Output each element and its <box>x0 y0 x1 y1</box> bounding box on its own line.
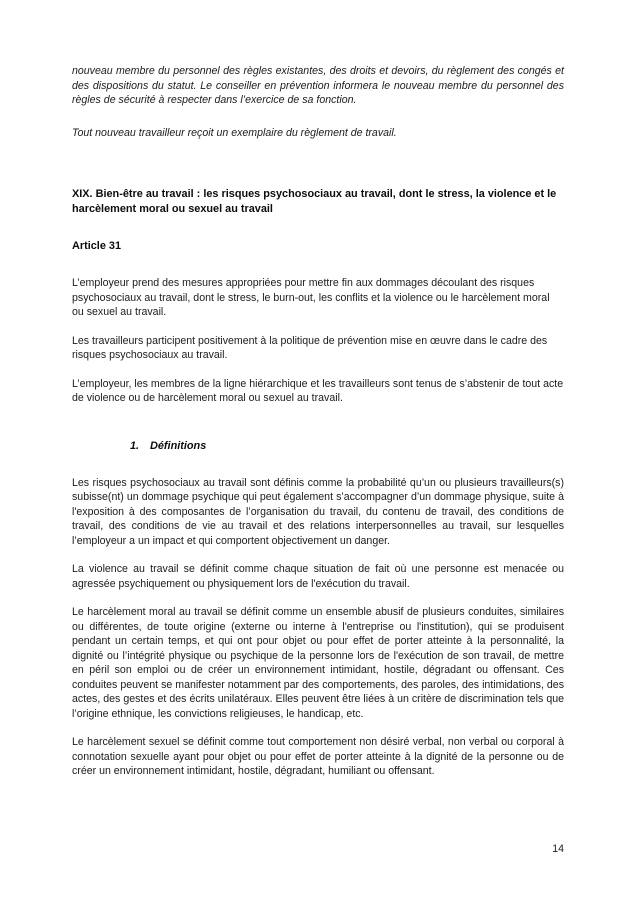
article-paragraph: L’employeur prend des mesures appropriées pour mettre fin aux dommages découlant des risques psychosociaux au travail, dont le stress, le burn-out, les conflits et la violence ou le harcèlement moral ou sexuel au travail. <box>72 277 550 318</box>
copy-of-regulations-paragraph: Tout nouveau travailleur reçoit un exemplaire du règlement de travail. <box>72 126 397 139</box>
spacer <box>72 591 564 605</box>
article-paragraph: L’employeur, les membres de la ligne hiérarchique et les travailleurs sont tenus de s’abstenir de tout acte de violence ou de harcèlement moral ou sexuel au travail. <box>72 377 564 404</box>
article-heading: Article 31 <box>72 240 122 252</box>
definition-paragraph: La violence au travail se définit comme chaque situation de fait où une personne est menacée ou agressée psychiquement ou physiquement lors de l'exécution du travail. <box>72 563 564 590</box>
section-heading: XIX. Bien-être au travail : les risques psychosociaux au travail, dont le stress, la violence et le harcèlement moral ou sexuel au travail <box>72 188 557 215</box>
page-number: 14 <box>552 843 564 855</box>
spacer <box>72 721 564 735</box>
text-column <box>72 64 564 779</box>
spacer <box>72 254 564 276</box>
definition-paragraph: Les risques psychosociaux au travail sont définis comme la probabilité qu’un ou plusieurs travailleurs(s) subisse(nt) un dommage psychique qui peut également s’accompagner d’un dommage physique, suite à l'exposition à des composantes de l’organisation du travail, du contenu de travail, des conditions de travail, des conditions de vie au travail et des relations interpersonnelles au travail, sur lesquelles l’employeur a un impact et qui comportent objectivement un danger. <box>72 476 564 547</box>
spacer <box>72 217 564 239</box>
definition-paragraph: Le harcèlement moral au travail se définit comme un ensemble abusif de plusieurs conduites, similaires ou différentes, de toute origine (externe ou interne à l'entreprise ou l'institution), qui se produisent pendant un certain temps, et qui ont pour objet ou pour effet de porter atteinte à la personnalité, la dignité ou l’intégrité physique ou psychique de la personne lors de l'exécution de son travail, de mettre en péril son emploi ou de créer un environnement intimidant, hostile, dégradant ou offensant. Ces conduites peuvent se manifester notamment par des comportements, des paroles, des intimidations, des actes, des gestes et des écrits unilatéraux. Elles peuvent être liées à un critère de discrimination tels que l’origine ethnique, les convictions religieuses, le handicap, etc. <box>72 606 564 720</box>
subsection-title: Définitions <box>150 439 207 452</box>
spacer <box>72 108 564 126</box>
subsection-heading <box>72 439 564 454</box>
spacer <box>72 454 564 476</box>
spacer <box>72 406 564 439</box>
spacer <box>72 363 564 377</box>
subsection-number: 1. <box>130 439 140 452</box>
continuation-paragraph: nouveau membre du personnel des règles existantes, des droits et devoirs, du règlement des congés et des dispositions du statut. Le conseiller en prévention informera le nouveau membre du personnel des règles de sécurité à respecter dans l’exercice de sa fonction. <box>72 65 564 106</box>
spacer <box>72 320 564 334</box>
spacer <box>72 140 564 173</box>
definition-paragraph: Le harcèlement sexuel se définit comme tout comportement non désiré verbal, non verbal ou corporal à connotation sexuelle ayant pour objet ou pour effet de porter atteinte à la dignité de la personne ou de créer un environnement intimidant, hostile, dégradant, humiliant ou offensant. <box>72 736 564 777</box>
article-paragraph: Les travailleurs participent positivement à la politique de prévention mise en œuvre dans le cadre des risques psychosociaux au travail. <box>72 334 548 361</box>
spacer <box>72 173 564 187</box>
spacer <box>72 548 564 562</box>
